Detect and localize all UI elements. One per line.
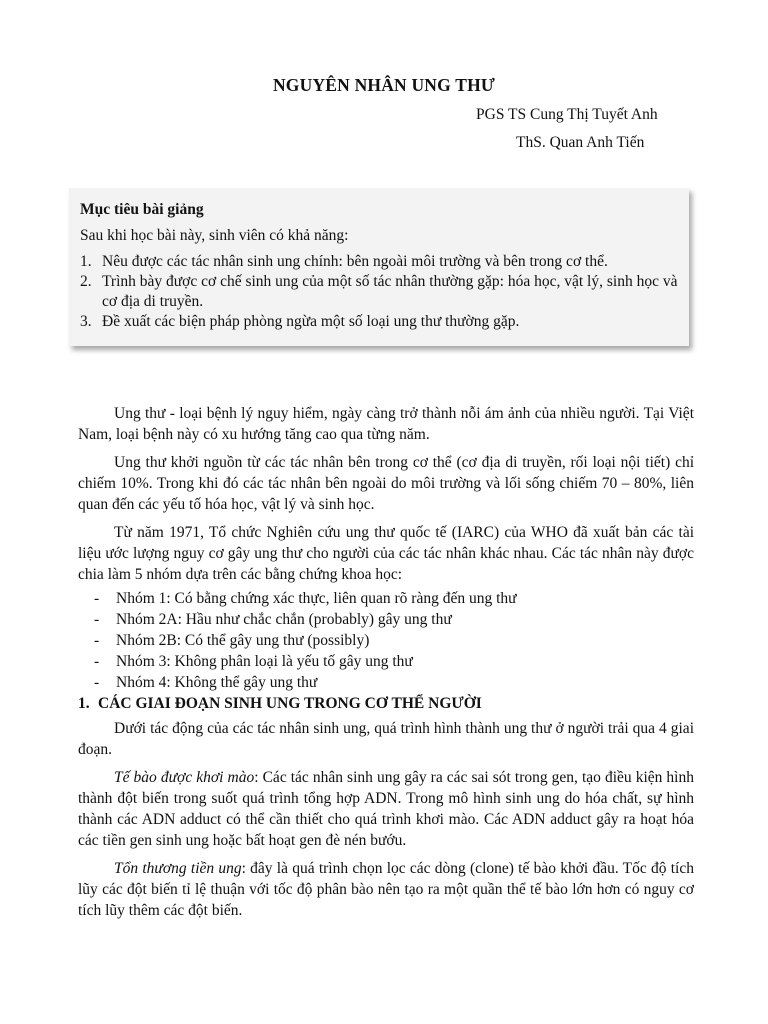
term-precancer: Tổn thương tiền ung bbox=[114, 860, 242, 877]
group-text: Nhóm 2A: Hầu như chắc chắn (probably) gây ung thư bbox=[116, 611, 452, 628]
paragraph-intro: Ung thư - loại bệnh lý nguy hiểm, ngày càng trở thành nỗi ám ảnh của nhiều người. Tại Việt Nam, loại bệnh này có xu hướng tăng cao qua từng năm. bbox=[78, 405, 694, 443]
list-dash: - bbox=[94, 632, 100, 649]
group-text: Nhóm 1: Có bằng chứng xác thực, liên quan rõ ràng đến ung thư bbox=[116, 590, 517, 607]
objectives-list bbox=[80, 252, 679, 332]
group-item bbox=[78, 609, 694, 630]
objective-number: 1. bbox=[80, 253, 92, 270]
objectives-box bbox=[69, 188, 689, 346]
objective-text: Đề xuất các biện pháp phòng ngừa một số loại ung thư thường gặp. bbox=[102, 313, 520, 330]
section-title: CÁC GIAI ĐOẠN SINH UNG TRONG CƠ THỂ NGƯỜI bbox=[98, 695, 482, 712]
paragraph-stages: Dưới tác động của các tác nhân sinh ung, quá trình hình thành ung thư ở người trải qua 4 giai đoạn. bbox=[78, 720, 694, 758]
author-1: PGS TS Cung Thị Tuyết Anh bbox=[476, 106, 658, 123]
paragraph-causes: Ung thư khởi nguồn từ các tác nhân bên trong cơ thể (cơ địa di truyền, rối loại nội tiết) chỉ chiếm 10%. Trong khi đó các tác nhân bên ngoài do môi trường và lối sống chiếm 70 – 80%, liên quan đến các yếu tố hóa học, vật lý và sinh học. bbox=[78, 454, 694, 513]
objective-item bbox=[80, 272, 679, 312]
group-text: Nhóm 2B: Có thể gây ung thư (possibly) bbox=[116, 632, 370, 649]
objective-text: Trình bày được cơ chế sinh ung của một số tác nhân thường gặp: hóa học, vật lý, sinh học và cơ địa di truyền. bbox=[102, 273, 678, 310]
objective-item bbox=[80, 252, 679, 272]
list-dash: - bbox=[94, 611, 100, 628]
precancer-text: : đây là quá trình chọn lọc các dòng (clone) tế bào khởi đầu. Tốc độ tích lũy các đột biến tỉ lệ thuận với tốc độ phân bào nên tạo ra một quần thể tế bào lớn hơn có nguy cơ tích lũy thêm các đột biến. bbox=[78, 860, 694, 919]
paragraph-initiation bbox=[78, 767, 694, 851]
list-dash: - bbox=[94, 674, 100, 691]
group-item bbox=[78, 672, 694, 693]
list-dash: - bbox=[94, 590, 100, 607]
document-title: NGUYÊN NHÂN UNG THƯ bbox=[272, 75, 496, 95]
group-item bbox=[78, 651, 694, 672]
objective-number: 2. bbox=[80, 273, 92, 290]
list-dash: - bbox=[94, 653, 100, 670]
group-text: Nhóm 4: Không thể gây ung thư bbox=[116, 674, 318, 691]
objectives-heading: Mục tiêu bài giảng bbox=[80, 201, 204, 218]
section-number: 1. bbox=[78, 695, 90, 712]
author-2: ThS. Quan Anh Tiến bbox=[516, 134, 645, 151]
group-item bbox=[78, 588, 694, 609]
initiation-text: : Các tác nhân sinh ung gây ra các sai sót trong gen, tạo điều kiện hình thành đột biến trong suốt quá trình tổng hợp ADN. Trong mô hình sinh ung do hóa chất, sự hình thành các ADN adduct có thể cần thiết cho quá trình khơi mào. Các ADN adduct gây ra hoạt hóa các tiền gen sinh ung hoặc bất hoạt gen đè nén bướu. bbox=[78, 769, 694, 849]
objective-text: Nêu được các tác nhân sinh ung chính: bên ngoài môi trường và bên trong cơ thể. bbox=[102, 253, 608, 270]
group-item bbox=[78, 630, 694, 651]
iarc-group-list bbox=[78, 588, 694, 693]
document-body bbox=[78, 403, 694, 928]
group-text: Nhóm 3: Không phân loại là yếu tố gây ung thư bbox=[116, 653, 413, 670]
objective-item bbox=[80, 312, 679, 332]
paragraph-iarc: Từ năm 1971, Tổ chức Nghiên cứu ung thư quốc tế (IARC) của WHO đã xuất bản các tài liệu ước lượng nguy cơ gây ung thư cho người của các tác nhân khác nhau. Các tác nhân này được chia làm 5 nhóm dựa trên các bằng chứng khoa học: bbox=[78, 524, 694, 583]
section-heading bbox=[78, 693, 694, 714]
objective-number: 3. bbox=[80, 313, 92, 330]
term-initiation: Tế bào được khơi mào bbox=[114, 769, 255, 786]
paragraph-precancer bbox=[78, 858, 694, 921]
objectives-intro: Sau khi học bài này, sinh viên có khả năng: bbox=[80, 227, 349, 244]
